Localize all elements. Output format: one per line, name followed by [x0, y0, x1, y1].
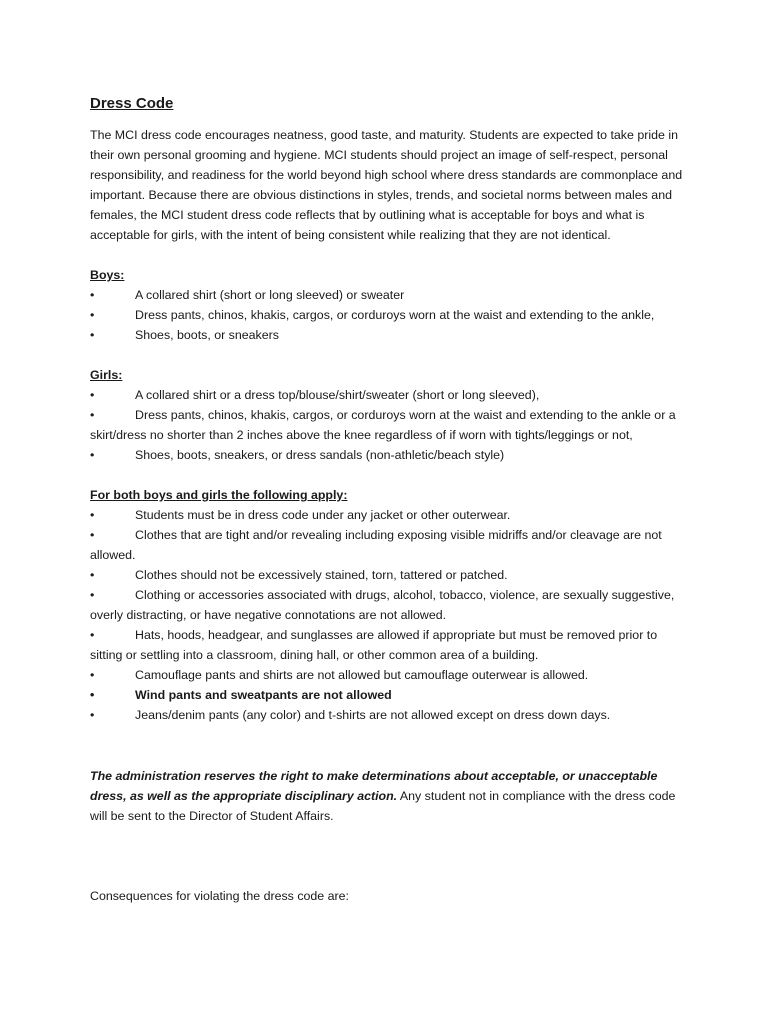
list-item-text: Camouflage pants and shirts are not allowed but camouflage outerwear is allowed.: [135, 668, 589, 682]
list-item: [90, 585, 690, 625]
list-item-text: Clothes should not be excessively stained, torn, tattered or patched.: [135, 568, 508, 582]
list-item-text: Jeans/denim pants (any color) and t-shirts are not allowed except on dress down days.: [135, 708, 611, 722]
bullet-icon: •: [90, 308, 95, 322]
list-item: [90, 505, 690, 525]
list-item: [90, 565, 690, 585]
list-item: [90, 305, 690, 325]
spacer: [90, 826, 690, 866]
spacer: [90, 465, 690, 485]
list-item-text: Dress pants, chinos, khakis, cargos, or corduroys worn at the waist and extending to the ankle or a skirt/dress no shorter than 2 inches above the knee regardless of if worn with tights/leggings or not,: [90, 408, 676, 442]
list-item: [90, 625, 690, 665]
list-item-text: Students must be in dress code under any jacket or other outerwear.: [135, 508, 511, 522]
bullet-icon: •: [90, 568, 95, 582]
both-list: [90, 505, 690, 725]
document-title: Dress Code: [90, 95, 174, 112]
list-item: [90, 445, 690, 465]
list-item-text: Hats, hoods, headgear, and sunglasses are allowed if appropriate but must be removed prior to sitting or settling into a classroom, dining hall, or other common area of a building.: [90, 628, 658, 662]
list-item-text: Shoes, boots, or sneakers: [135, 328, 279, 342]
admin-rest-text: Any student not in compliance with the dress code will be sent to the Director of Student Affairs.: [90, 789, 676, 823]
bullet-icon: •: [90, 508, 95, 522]
list-item: [90, 525, 690, 565]
bullet-icon: •: [90, 408, 95, 422]
list-item-text: Wind pants and sweatpants are not allowed: [135, 688, 392, 702]
list-item-text: A collared shirt or a dress top/blouse/shirt/sweater (short or long sleeved),: [135, 388, 540, 402]
both-heading: For both boys and girls the following apply:: [90, 488, 348, 502]
list-item: [90, 705, 690, 725]
bullet-icon: •: [90, 668, 95, 682]
list-item: [90, 325, 690, 345]
intro-paragraph: The MCI dress code encourages neatness, good taste, and maturity. Students are expected to take pride in their own personal grooming and hygiene. MCI students should project an image of self-respect, personal responsibility, and readiness for the world beyond high school where dress standards are commonplace and important. Because there are obvious distinctions in styles, trends, and societal norms between males and females, the MCI student dress code reflects that by outlining what is acceptable for boys and what is acceptable for girls, with the intent of being consistent while realizing that they are not identical.: [90, 128, 683, 242]
document-page: [90, 92, 690, 906]
bullet-icon: •: [90, 288, 95, 302]
list-item-text: Clothing or accessories associated with drugs, alcohol, tobacco, violence, are sexually suggestive, overly distracting, or have negative connotations are not allowed.: [90, 588, 675, 622]
list-item: [90, 385, 690, 405]
girls-heading: Girls:: [90, 368, 123, 382]
admin-bold-text: The administration reserves the right to make determinations about acceptable, or unacceptable dress, as well as the appropriate disciplinary action.: [90, 769, 658, 803]
spacer: [90, 345, 690, 365]
bullet-icon: •: [90, 708, 95, 722]
list-item: [90, 665, 690, 685]
bullet-icon: •: [90, 388, 95, 402]
boys-list: [90, 285, 690, 345]
spacer: [90, 725, 690, 766]
boys-heading: Boys:: [90, 268, 125, 282]
bullet-icon: •: [90, 528, 95, 542]
list-item-text: Clothes that are tight and/or revealing including exposing visible midriffs and/or cleavage are not allowed.: [90, 528, 662, 562]
list-item: [90, 685, 690, 705]
list-item: [90, 285, 690, 305]
list-item: [90, 405, 690, 445]
spacer: [90, 866, 690, 886]
girls-list: [90, 385, 690, 465]
bullet-icon: •: [90, 628, 95, 642]
list-item-text: A collared shirt (short or long sleeved) or sweater: [135, 288, 405, 302]
bullet-icon: •: [90, 588, 95, 602]
list-item-text: Dress pants, chinos, khakis, cargos, or corduroys worn at the waist and extending to the ankle,: [135, 308, 655, 322]
bullet-icon: •: [90, 448, 95, 462]
bullet-icon: •: [90, 328, 95, 342]
consequences-line: Consequences for violating the dress code are:: [90, 889, 349, 903]
list-item-text: Shoes, boots, sneakers, or dress sandals (non-athletic/beach style): [135, 448, 505, 462]
spacer: [90, 245, 690, 265]
admin-paragraph: [90, 766, 690, 826]
bullet-icon: •: [90, 688, 95, 702]
